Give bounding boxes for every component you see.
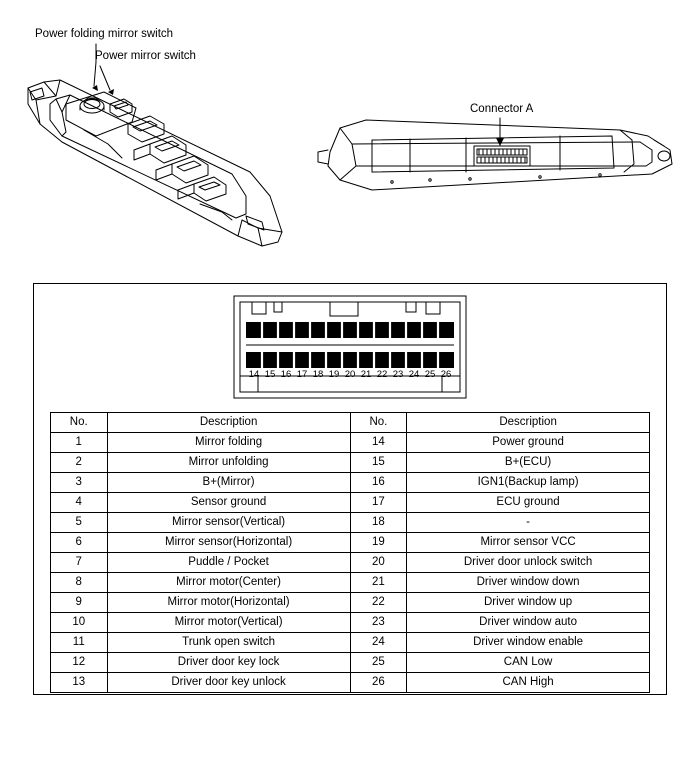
connector-a-drawing xyxy=(230,292,470,402)
callout-connector-a: Connector A xyxy=(470,103,534,115)
cell-description: Driver door key lock xyxy=(107,653,350,673)
table-row xyxy=(51,513,650,533)
cell-description: Sensor ground xyxy=(107,493,350,513)
connector-drawing-wrap xyxy=(34,284,666,412)
pinout-table-body xyxy=(51,433,650,693)
cell-pin-no: 25 xyxy=(350,653,407,673)
table-row xyxy=(51,493,650,513)
panel-underside xyxy=(318,118,672,190)
table-header-row xyxy=(51,413,650,433)
pin-numbers-bottom: 14 15 16 17 18 19 20 21 22 23 24 25 26 xyxy=(248,369,452,380)
cell-description: ECU ground xyxy=(407,493,650,513)
header-no-left: No. xyxy=(51,413,108,433)
cell-pin-no: 24 xyxy=(350,633,407,653)
cell-description: Power ground xyxy=(407,433,650,453)
table-row xyxy=(51,673,650,693)
cell-pin-no: 3 xyxy=(51,473,108,493)
pinout-table xyxy=(50,412,650,693)
cell-pin-no: 12 xyxy=(51,653,108,673)
cell-description: Mirror motor(Horizontal) xyxy=(107,593,350,613)
cell-description: CAN High xyxy=(407,673,650,693)
cell-pin-no: 18 xyxy=(350,513,407,533)
callout-power-mirror-switch: Power mirror switch xyxy=(95,50,196,62)
cell-description: Driver window auto xyxy=(407,613,650,633)
table-row xyxy=(51,553,650,573)
cell-pin-no: 9 xyxy=(51,593,108,613)
cell-pin-no: 19 xyxy=(350,533,407,553)
cell-description: CAN Low xyxy=(407,653,650,673)
cell-description: Driver window up xyxy=(407,593,650,613)
table-row xyxy=(51,473,650,493)
table-row xyxy=(51,653,650,673)
cell-pin-no: 26 xyxy=(350,673,407,693)
pin-numbers-top: 1 2 3 4 5 6 7 8 9 10 11 12 13 xyxy=(251,324,452,335)
cell-description: Trunk open switch xyxy=(107,633,350,653)
cell-pin-no: 13 xyxy=(51,673,108,693)
header-no-right: No. xyxy=(350,413,407,433)
switch-assembly-drawing xyxy=(0,0,700,280)
table-row xyxy=(51,453,650,473)
header-desc-left: Description xyxy=(107,413,350,433)
driver-switch-panel xyxy=(28,80,282,246)
table-row xyxy=(51,613,650,633)
cell-description: Mirror unfolding xyxy=(107,453,350,473)
cell-description: Mirror folding xyxy=(107,433,350,453)
callout-power-folding-mirror-switch: Power folding mirror switch xyxy=(35,28,174,40)
cell-pin-no: 17 xyxy=(350,493,407,513)
cell-description: Driver window down xyxy=(407,573,650,593)
table-row xyxy=(51,533,650,553)
cell-pin-no: 1 xyxy=(51,433,108,453)
cell-description: Mirror motor(Center) xyxy=(107,573,350,593)
illustration-area xyxy=(0,0,700,280)
table-row xyxy=(51,433,650,453)
connector-pinout-block xyxy=(33,283,667,695)
cell-pin-no: 10 xyxy=(51,613,108,633)
cell-description: B+(ECU) xyxy=(407,453,650,473)
cell-pin-no: 14 xyxy=(350,433,407,453)
cell-description: IGN1(Backup lamp) xyxy=(407,473,650,493)
cell-description: Driver door unlock switch xyxy=(407,553,650,573)
cell-description: - xyxy=(407,513,650,533)
header-desc-right: Description xyxy=(407,413,650,433)
cell-description: Driver window enable xyxy=(407,633,650,653)
cell-pin-no: 2 xyxy=(51,453,108,473)
table-row xyxy=(51,633,650,653)
cell-pin-no: 20 xyxy=(350,553,407,573)
table-row xyxy=(51,573,650,593)
cell-pin-no: 15 xyxy=(350,453,407,473)
cell-pin-no: 4 xyxy=(51,493,108,513)
cell-pin-no: 23 xyxy=(350,613,407,633)
leader-line-mirror xyxy=(100,66,110,90)
cell-pin-no: 6 xyxy=(51,533,108,553)
cell-description: Mirror sensor(Horizontal) xyxy=(107,533,350,553)
cell-pin-no: 16 xyxy=(350,473,407,493)
cell-pin-no: 8 xyxy=(51,573,108,593)
cell-description: Mirror sensor VCC xyxy=(407,533,650,553)
cell-description: Mirror motor(Vertical) xyxy=(107,613,350,633)
cell-description: Mirror sensor(Vertical) xyxy=(107,513,350,533)
cell-pin-no: 21 xyxy=(350,573,407,593)
table-row xyxy=(51,593,650,613)
cell-pin-no: 11 xyxy=(51,633,108,653)
cell-pin-no: 7 xyxy=(51,553,108,573)
cell-pin-no: 5 xyxy=(51,513,108,533)
cell-description: Puddle / Pocket xyxy=(107,553,350,573)
cell-description: B+(Mirror) xyxy=(107,473,350,493)
cell-description: Driver door key unlock xyxy=(107,673,350,693)
leader-line-folding xyxy=(94,44,96,86)
cell-pin-no: 22 xyxy=(350,593,407,613)
